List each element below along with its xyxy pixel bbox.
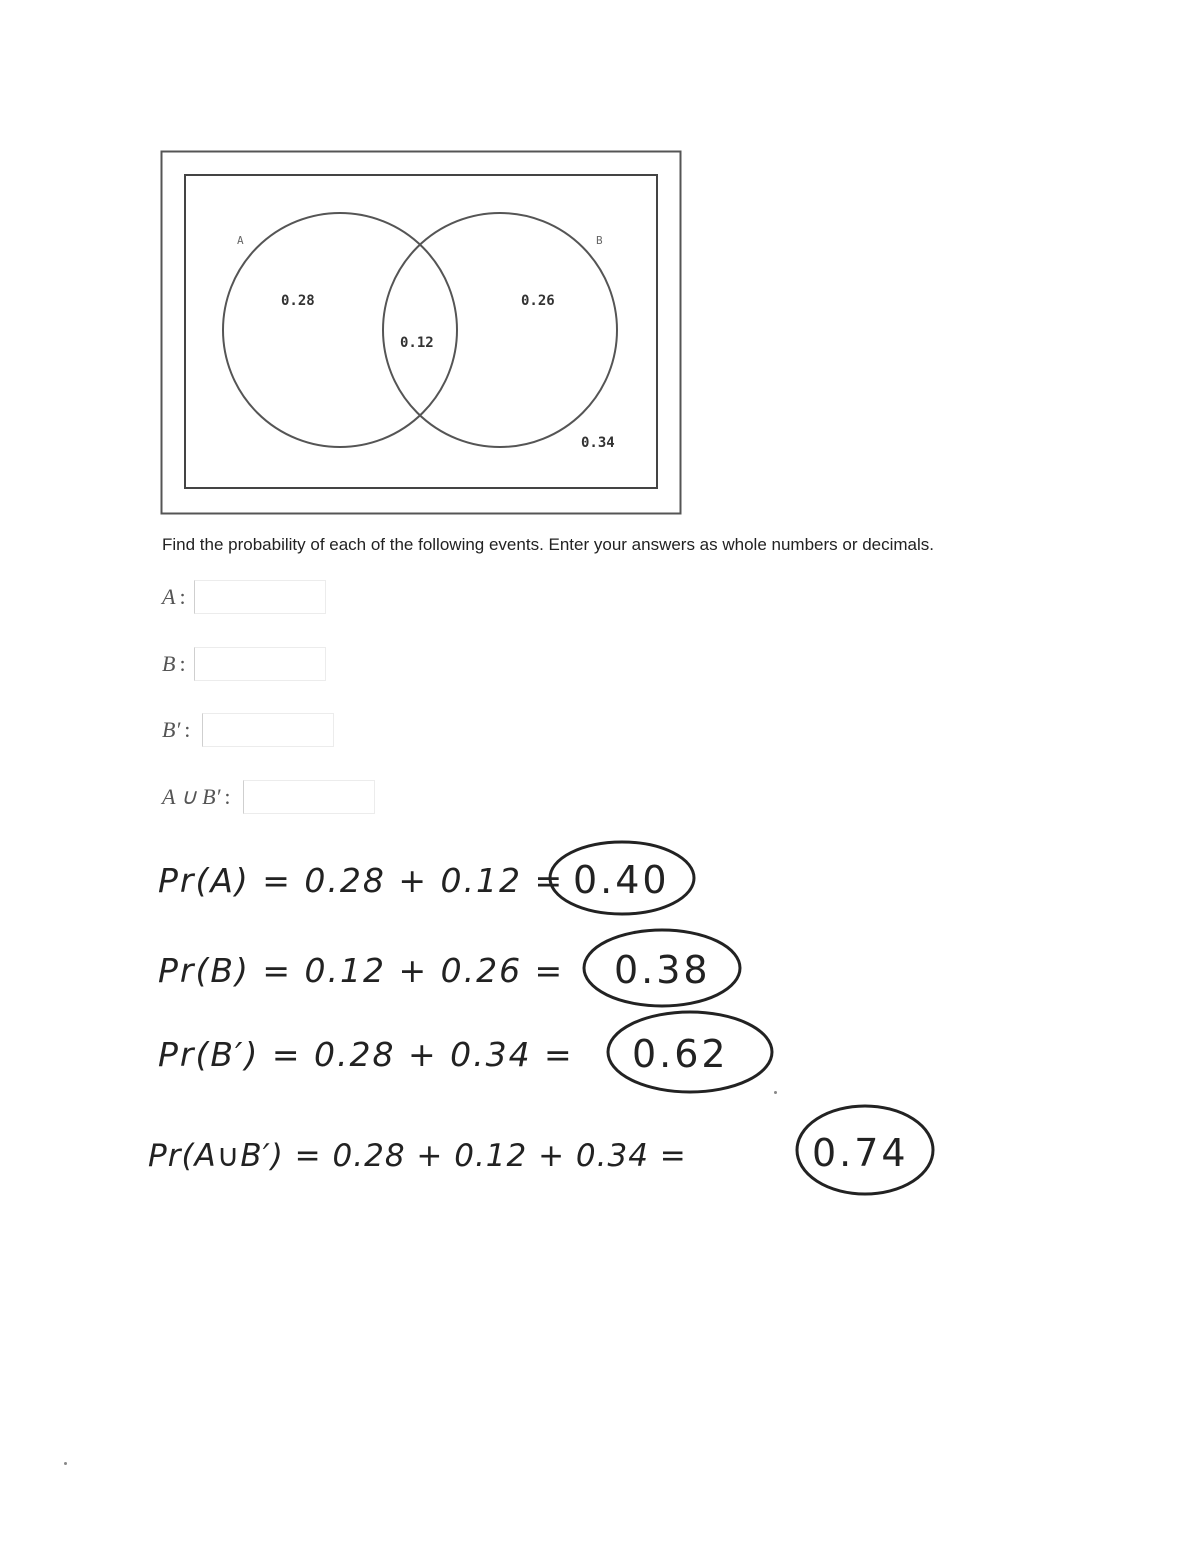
venn-set-b-label: B [596, 234, 603, 247]
scan-speck [64, 1462, 67, 1465]
answer-row-a [162, 577, 326, 617]
answer-input-b[interactable] [194, 647, 326, 681]
answer-label-a: A : [162, 584, 186, 609]
instructions-text: Find the probability of each of the following events. Enter your answers as whole numbers or decimals. [162, 535, 935, 554]
answer-row-b [162, 644, 326, 684]
work-line-4-expression: Pr(A∪B′) = 0.28 + 0.12 + 0.34 = [148, 1138, 687, 1174]
venn-intersection-value: 0.12 [400, 335, 434, 351]
venn-diagram [160, 150, 682, 516]
work-line-3-expression: Pr(B′) = 0.28 + 0.34 = [158, 1035, 574, 1074]
answer-input-a[interactable] [194, 580, 326, 614]
handwritten-work [140, 830, 960, 1220]
answer-row-a-union-b-complement [162, 777, 375, 817]
work-line-1-result: 0.40 [573, 858, 670, 902]
answer-input-a-union-b-complement[interactable] [243, 780, 375, 814]
answer-label-b: B : [162, 651, 186, 676]
answer-label-b-complement: B′ : [162, 717, 191, 742]
work-line-2-result: 0.38 [614, 948, 711, 992]
answer-input-b-complement[interactable] [202, 713, 334, 747]
answer-row-b-complement [162, 710, 334, 750]
scan-speck [774, 1091, 777, 1094]
work-line-1-expression: Pr(A) = 0.28 + 0.12 = [158, 861, 565, 900]
work-line-3-result: 0.62 [632, 1032, 729, 1076]
venn-a-only-value: 0.28 [281, 293, 315, 309]
venn-set-a-label: A [237, 234, 244, 247]
work-line-2-expression: Pr(B) = 0.12 + 0.26 = [158, 951, 565, 990]
work-line-4-result: 0.74 [812, 1131, 909, 1175]
venn-outside-value: 0.34 [581, 435, 615, 451]
venn-b-only-value: 0.26 [521, 293, 555, 309]
answer-label-a-union-b-complement: A ∪ B′ : [162, 784, 231, 809]
